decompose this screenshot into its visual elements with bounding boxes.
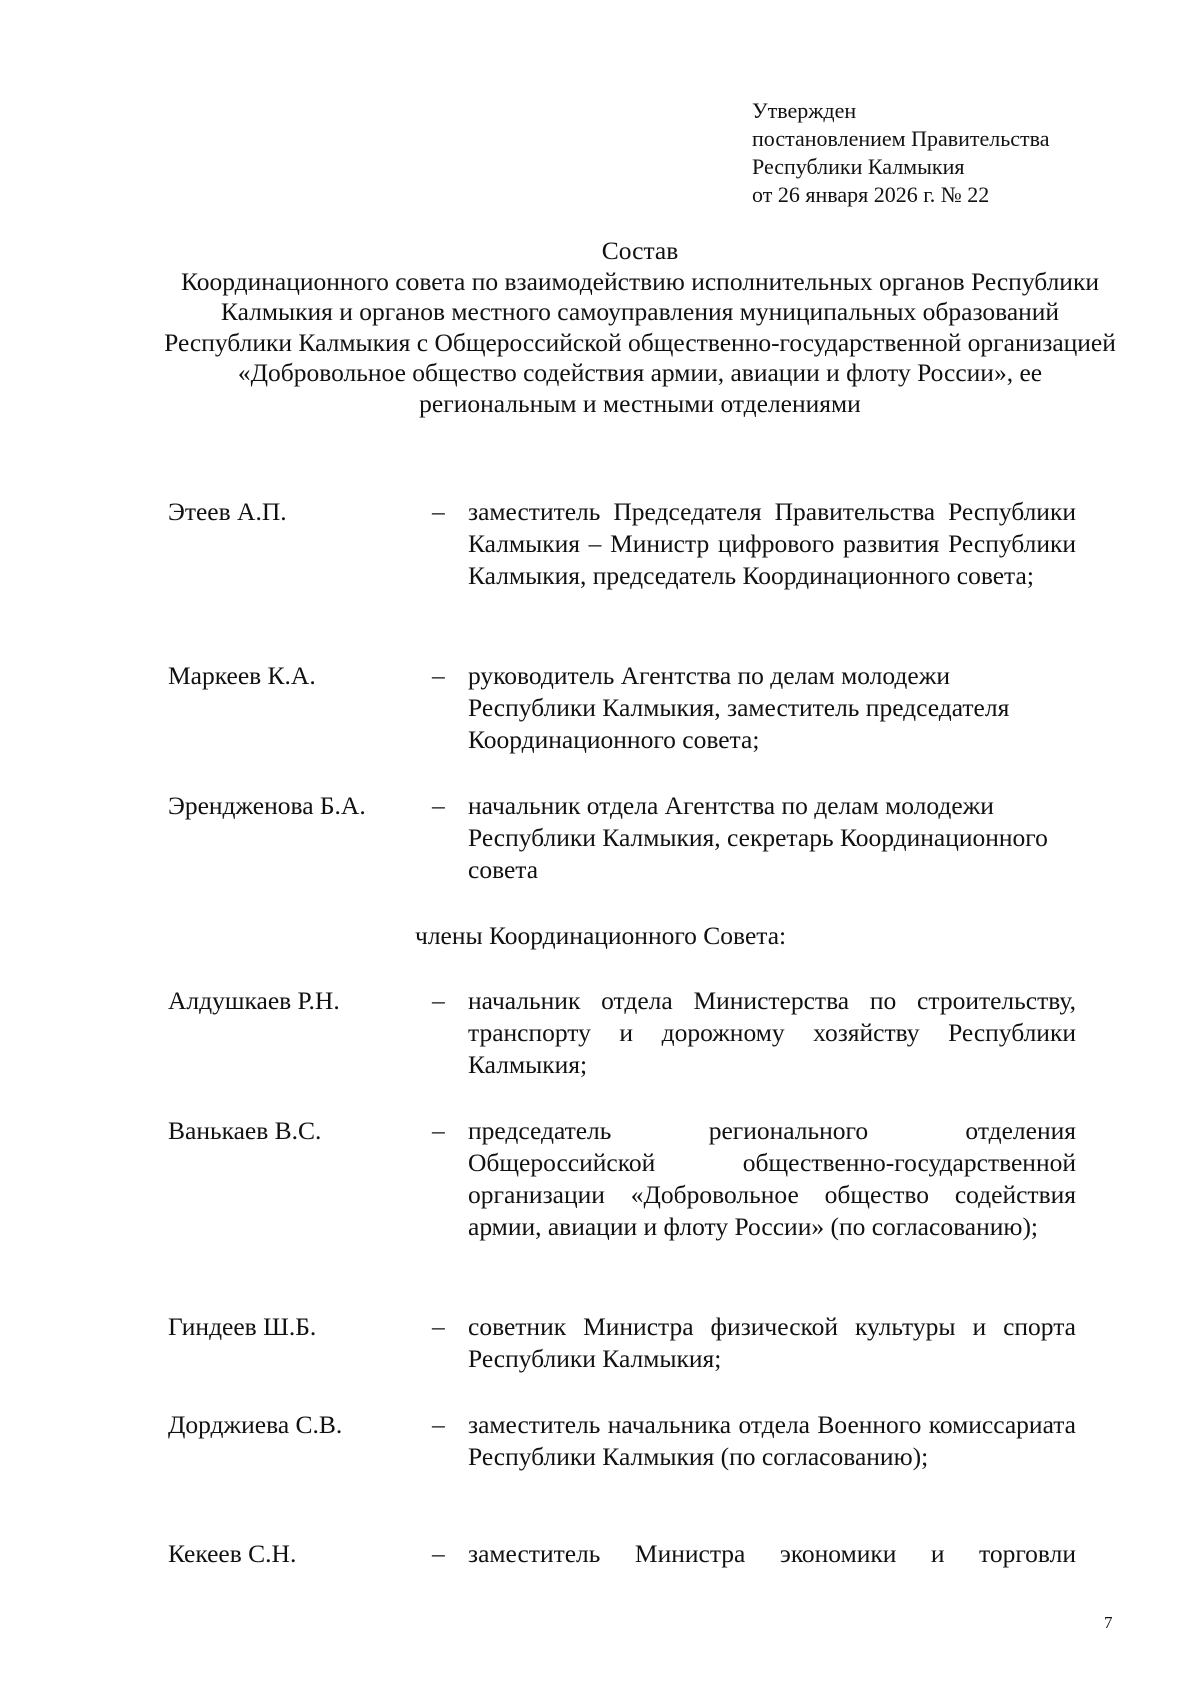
dash-separator: – <box>432 1116 445 1145</box>
person-role: заместитель Министра экономики и торговли <box>468 1539 1076 1568</box>
dash-separator: – <box>432 1539 445 1568</box>
dash-separator: – <box>432 986 445 1015</box>
person-name: Этеев А.П. <box>168 497 287 526</box>
person-role: председатель регионального отделения Общероссийской общественно-государственной организации «Добровольное общество содействия армии, авиации и флоту России» (по согласованию); <box>468 1116 1076 1241</box>
dash-separator: – <box>432 1410 445 1439</box>
dash-separator: – <box>432 661 445 690</box>
dash-separator: – <box>432 1312 445 1341</box>
person-role: руководитель Агентства по делам молодежи Республики Калмыкия, заместитель председателя Координационного совета; <box>468 661 1010 754</box>
title-heading: Состав <box>601 236 679 265</box>
person-name: Дорджиева С.В. <box>168 1410 343 1439</box>
members-heading: члены Координационного Совета: <box>415 921 787 950</box>
document-title <box>160 236 1120 419</box>
dash-separator: – <box>432 497 445 526</box>
person-name: Алдушкаев Р.Н. <box>168 986 340 1015</box>
person-role: начальник отдела Агентства по делам молодежи Республики Калмыкия, секретарь Координационного совета <box>468 791 1048 884</box>
person-name: Кекеев С.Н. <box>168 1539 297 1568</box>
person-role: советник Министра физической культуры и спорта Республики Калмыкия; <box>468 1312 1076 1373</box>
person-name: Ванькаев В.С. <box>168 1116 322 1145</box>
person-name: Эрендженова Б.А. <box>168 791 366 820</box>
title-body: Координационного совета по взаимодействию исполнительных органов Республики Калмыкия и органов местного самоуправления муниципальных образований Республики Калмыкия с Общероссийской общественно-государственной организацией «Добровольное общество содействия армии, авиации и флоту России», ее региональным и местными отделениями <box>164 266 1116 418</box>
person-name: Маркеев К.А. <box>168 661 316 690</box>
person-role: заместитель Председателя Правительства Республики Калмыкия – Министр цифрового развития Республики Калмыкия, председатель Координационного совета; <box>468 497 1076 590</box>
person-role: заместитель начальника отдела Военного комиссариата Республики Калмыкия (по согласованию); <box>468 1410 1076 1471</box>
approval-line: Республики Калмыкия <box>752 154 965 179</box>
page-number: 7 <box>1104 1613 1113 1632</box>
person-role: начальник отдела Министерства по строительству, транспорту и дорожному хозяйству Республики Калмыкия; <box>468 986 1076 1079</box>
person-name: Гиндеев Ш.Б. <box>168 1312 317 1341</box>
approval-stamp <box>752 97 1050 209</box>
approval-line: Утвержден <box>752 98 857 123</box>
dash-separator: – <box>432 791 445 820</box>
approval-line: постановлением Правительства <box>752 126 1050 151</box>
approval-date: от 26 января 2026 г. № 22 <box>752 182 990 207</box>
